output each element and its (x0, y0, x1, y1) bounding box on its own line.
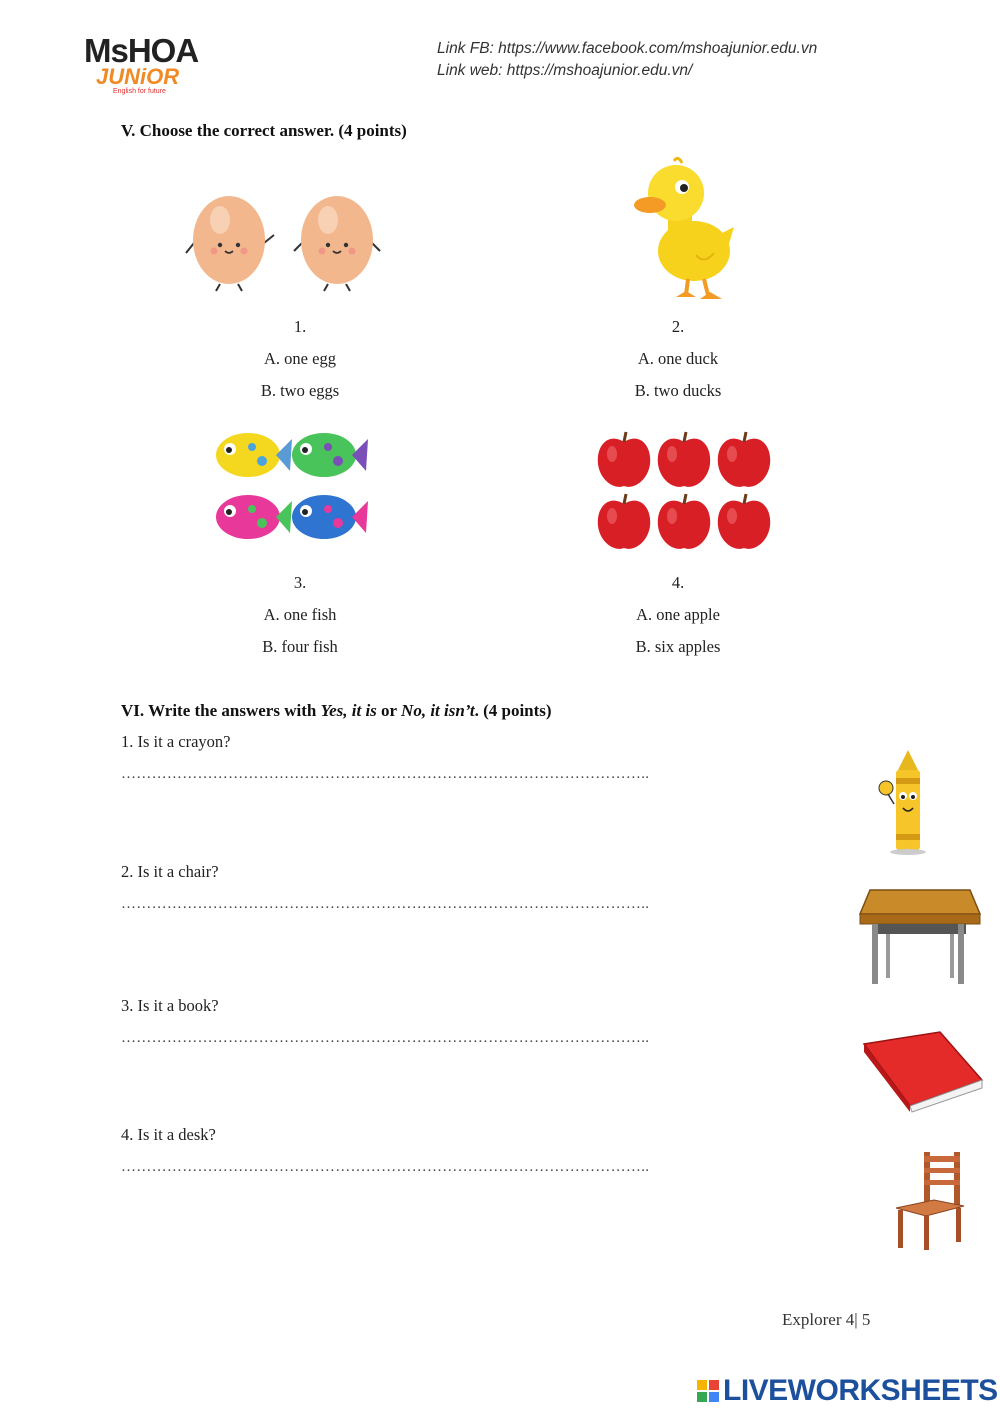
logo-junior: JUNiOR (96, 64, 180, 89)
desk-picture (858, 886, 982, 990)
logo-text: MsHOA (84, 32, 199, 69)
duck-icon (634, 158, 734, 299)
header-links (437, 38, 817, 82)
logo-tagline: English for future (113, 88, 166, 95)
item-3-option-a[interactable]: A. one fish (263, 605, 337, 624)
apple-icon (658, 432, 710, 487)
item-4-number: 4. (671, 573, 685, 592)
item-1-option-b[interactable]: B. two eggs (260, 381, 340, 400)
logo-mshoa (84, 34, 198, 67)
question-4: 4. Is it a desk? (121, 1125, 216, 1144)
answer-line-1[interactable]: ………………………………………………………………………………………….. (121, 766, 650, 782)
fish-icon (216, 433, 292, 477)
egg-icon (186, 196, 274, 291)
item-4-option-b[interactable]: B. six apples (635, 637, 721, 656)
apple-icon (658, 494, 710, 549)
question-2: 2. Is it a chair? (121, 862, 219, 881)
fish-icon (292, 433, 368, 477)
item-2-number: 2. (671, 317, 685, 336)
item-3-option-b[interactable]: B. four fish (262, 637, 338, 656)
egg-icon (294, 196, 380, 291)
website-link[interactable]: Link web: https://mshoajunior.edu.vn/ (437, 62, 693, 79)
four-fish-picture (210, 425, 370, 555)
question-3: 3. Is it a book? (121, 996, 219, 1015)
apple-icon (598, 432, 650, 487)
item-1-number: 1. (293, 317, 307, 336)
section-6-heading: VI. Write the answers with Yes, it is or No, it isn’t. (4 points) (121, 701, 552, 720)
liveworksheets-logo (697, 1374, 998, 1408)
section-5-heading: V. Choose the correct answer. (4 points) (121, 121, 407, 140)
item-4-option-a[interactable]: A. one apple (636, 605, 720, 624)
apple-icon (718, 494, 770, 549)
page-label: Explorer 4| 5 (782, 1310, 871, 1329)
liveworksheets-icon (697, 1380, 719, 1402)
facebook-link[interactable]: Link FB: https://www.facebook.com/mshoajunior.edu.vn (437, 40, 818, 57)
answer-line-2[interactable]: ………………………………………………………………………………………….. (121, 896, 650, 912)
desk-icon (860, 890, 980, 984)
item-3-number: 3. (293, 573, 307, 592)
question-1: 1. Is it a crayon? (121, 732, 231, 751)
two-eggs-picture (180, 185, 390, 295)
apple-icon (598, 494, 650, 549)
brand-text: LIVEWORKSHEETS (723, 1374, 998, 1407)
crayon-picture (872, 748, 944, 856)
six-apples-picture (596, 430, 774, 552)
item-1-option-a[interactable]: A. one egg (264, 349, 336, 368)
duck-picture (630, 155, 740, 305)
fish-icon (216, 495, 292, 539)
chair-icon (896, 1152, 964, 1250)
book-picture (860, 1030, 986, 1114)
answer-line-4[interactable]: ………………………………………………………………………………………….. (121, 1159, 650, 1175)
crayon-icon (879, 750, 926, 855)
chair-picture (890, 1150, 966, 1252)
apple-icon (718, 432, 770, 487)
item-2-option-a[interactable]: A. one duck (637, 349, 719, 368)
fish-icon (292, 495, 368, 539)
book-icon (864, 1032, 982, 1112)
answer-line-3[interactable]: ………………………………………………………………………………………….. (121, 1030, 650, 1046)
item-2-option-b[interactable]: B. two ducks (634, 381, 722, 400)
